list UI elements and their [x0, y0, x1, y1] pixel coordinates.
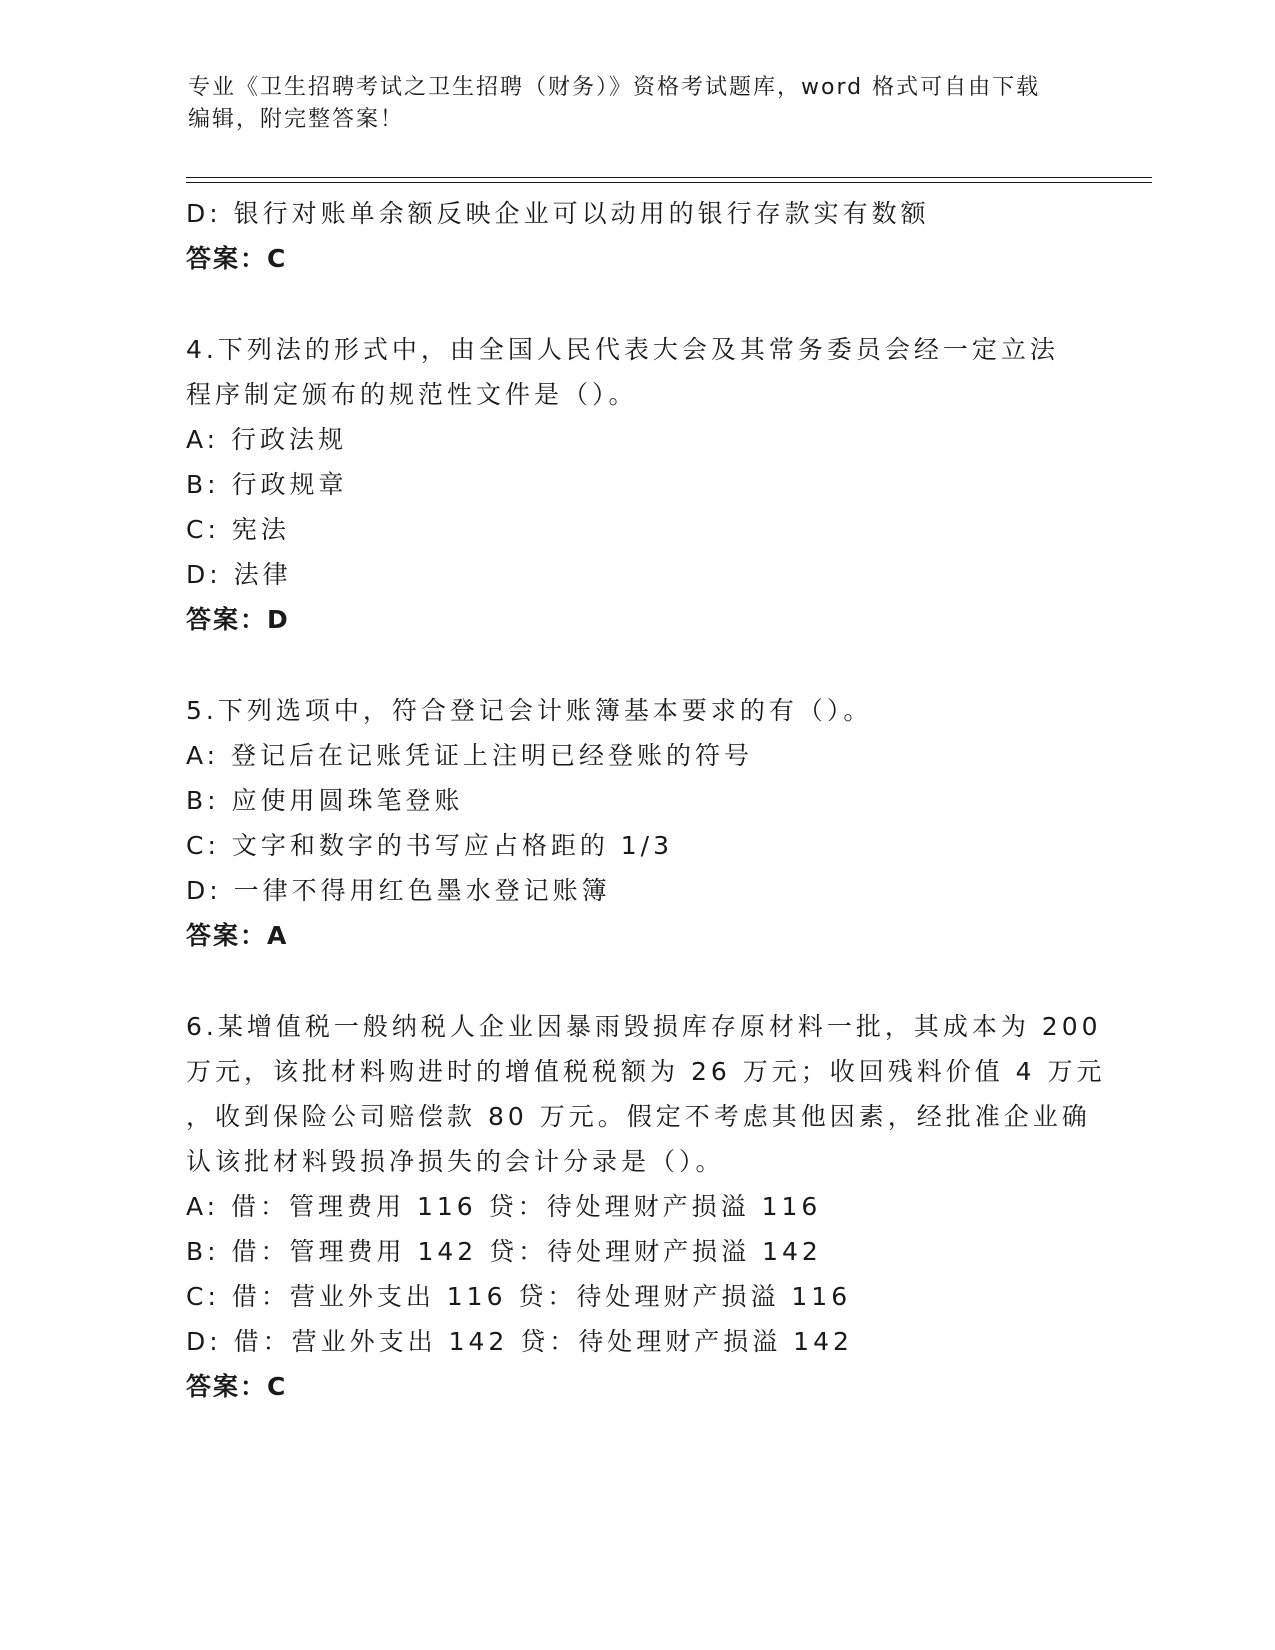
- option-d: D: 法律: [186, 560, 292, 589]
- option-a: A: 行政法规: [186, 425, 348, 454]
- option-b: B: 应使用圆珠笔登账: [186, 786, 464, 815]
- question-text: 万元，该批材料购进时的增值税税额为 26 万元；收回残料价值 4 万元: [186, 1057, 1106, 1086]
- answer-line: 答案：D: [186, 605, 290, 634]
- option-a: A: 借：管理费用 116 贷：待处理财产损溢 116: [186, 1192, 822, 1221]
- option-d: D: 银行对账单余额反映企业可以动用的银行存款实有数额: [186, 199, 930, 228]
- question-block-5: [186, 688, 1086, 958]
- question-text: 5.下列选项中，符合登记会计账簿基本要求的有（）。: [186, 696, 873, 725]
- header-line-2: 编辑，附完整答案！: [188, 107, 405, 132]
- question-block-4: [186, 327, 1086, 642]
- option-b: B: 借：管理费用 142 贷：待处理财产损溢 142: [186, 1237, 822, 1266]
- option-c: C: 借：营业外支出 116 贷：待处理财产损溢 116: [186, 1282, 852, 1311]
- option-c: C: 文字和数字的书写应占格距的 1/3: [186, 831, 674, 860]
- question-block-6: [186, 1004, 1106, 1409]
- header-divider-bottom: [186, 182, 1152, 183]
- answer-line: 答案：C: [186, 1372, 288, 1401]
- option-a: A: 登记后在记账凭证上注明已经登账的符号: [186, 741, 754, 770]
- option-c: C: 宪法: [186, 515, 290, 544]
- question-text: ，收到保险公司赔偿款 80 万元。假定不考虑其他因素，经批准企业确: [186, 1102, 1091, 1131]
- option-b: B: 行政规章: [186, 470, 348, 499]
- answer-line: 答案：C: [186, 244, 288, 273]
- question-list: [186, 191, 1106, 1409]
- header-divider-top: [186, 177, 1152, 178]
- option-d: D: 一律不得用红色墨水登记账簿: [186, 876, 611, 905]
- question-block-3: [186, 191, 1086, 281]
- option-d: D: 借：营业外支出 142 贷：待处理财产损溢 142: [186, 1327, 853, 1356]
- question-text: 6.某增值税一般纳税人企业因暴雨毁损库存原材料一批，其成本为 200: [186, 1012, 1102, 1041]
- header-line-1: 专业《卫生招聘考试之卫生招聘（财务）》资格考试题库，word 格式可自由下载: [188, 75, 1041, 100]
- question-text: 程序制定颁布的规范性文件是（）。: [186, 380, 638, 409]
- document-header: [188, 72, 1088, 136]
- answer-line: 答案：A: [186, 921, 289, 950]
- question-text: 4.下列法的形式中，由全国人民代表大会及其常务委员会经一定立法: [186, 335, 1059, 364]
- question-text: 认该批材料毁损净损失的会计分录是（）。: [186, 1147, 725, 1176]
